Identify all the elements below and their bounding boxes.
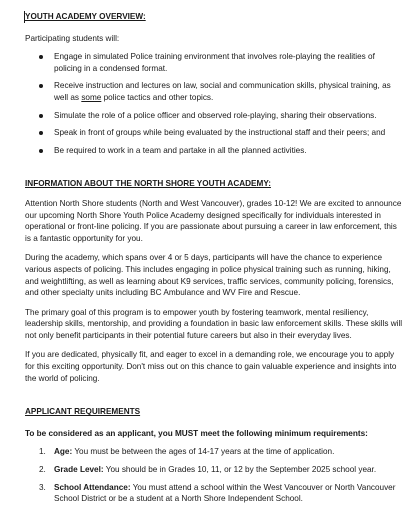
list-item (25, 482, 404, 505)
list-item (25, 145, 404, 157)
info-paragraph: Attention North Shore students (North and West Vancouver), grades 10-12! We are excited to announce our upcoming North Shore Youth Police Academy designed specifically for individuals interested in operational or front-line policing. If you are passionate about pursuing a career in law enforcement, this is a fantastic opportunity for you. (25, 198, 402, 243)
bullet-text: Be required to work in a team and partake in all the planned activities. (54, 145, 307, 155)
overview-heading: YOUTH ACADEMY OVERVIEW: (25, 12, 146, 21)
item-label: Age: (54, 447, 73, 457)
list-item (25, 446, 404, 458)
list-item (25, 464, 404, 476)
item-number: 3. (39, 482, 46, 492)
list-item (25, 127, 404, 139)
bullet-text: Speak in front of groups while being evaluated by the instructional staff and their peers; and (54, 128, 386, 138)
list-item (25, 80, 404, 103)
item-text: You should be in Grades 10, 11, or 12 by the September 2025 school year. (103, 465, 377, 475)
item-text: You must attend a school within the West Vancouver or North Vancouver School District or be a student at a North Shore Independent School. (54, 482, 396, 504)
text-cursor (24, 11, 25, 23)
info-paragraph: The primary goal of this program is to empower youth by fostering teamwork, mental resiliency, leadership skills, mentorship, and providing a foundation in basic law enforcement skills. These skills will not only benefit participants in their potential future careers but also in their everyday lives. (25, 307, 403, 340)
requirements-intro: To be considered as an applicant, you MUST meet the following minimum requirements: (25, 428, 368, 438)
bullet-text-after: police tactics and other topics. (101, 92, 214, 102)
item-label: Grade Level: (54, 465, 104, 475)
item-text: You must be between the ages of 14-17 years at the time of application. (72, 447, 335, 457)
bullet-icon (39, 84, 43, 88)
info-paragraph: If you are dedicated, physically fit, and eager to excel in a demanding role, we encourage you to apply for this exciting opportunity. Don't miss out on this chance to gain valuable experience and insights into the world of policing. (25, 350, 397, 383)
overview-bullet-list (25, 51, 404, 156)
underlined-word: some (81, 92, 102, 102)
bullet-text: Engage in simulated Police training environment that involves role-playing the realities of policing in a condensed format. (54, 52, 375, 73)
info-paragraph: During the academy, which spans over 4 or 5 days, participants will have the chance to experience various aspects of policing. This includes engaging in police physical training such as running, hiking, and weightlifting, as well as learning about K9 services, traffic services, community policing, forensics, and other specialty units including BC Ambulance and WV Fire and Rescue. (25, 253, 394, 298)
bullet-text: Simulate the role of a police officer and observed role-playing, sharing their observations. (54, 110, 377, 120)
item-number: 2. (39, 465, 46, 475)
requirements-list (25, 446, 404, 504)
list-item (25, 51, 404, 74)
bullet-text-before: Receive instruction and lectures on law, social and communication skills, physical training, as well as (54, 81, 391, 102)
item-number: 1. (39, 447, 46, 457)
overview-intro: Participating students will: (25, 33, 120, 43)
info-heading: INFORMATION ABOUT THE NORTH SHORE YOUTH ACADEMY: (25, 179, 271, 189)
bullet-icon (39, 131, 43, 135)
bullet-icon (39, 149, 43, 153)
bullet-icon (39, 114, 43, 118)
item-label: School Attendance: (54, 482, 131, 492)
bullet-icon (39, 55, 43, 59)
requirements-heading: APPLICANT REQUIREMENTS (25, 407, 141, 417)
list-item (25, 110, 404, 122)
